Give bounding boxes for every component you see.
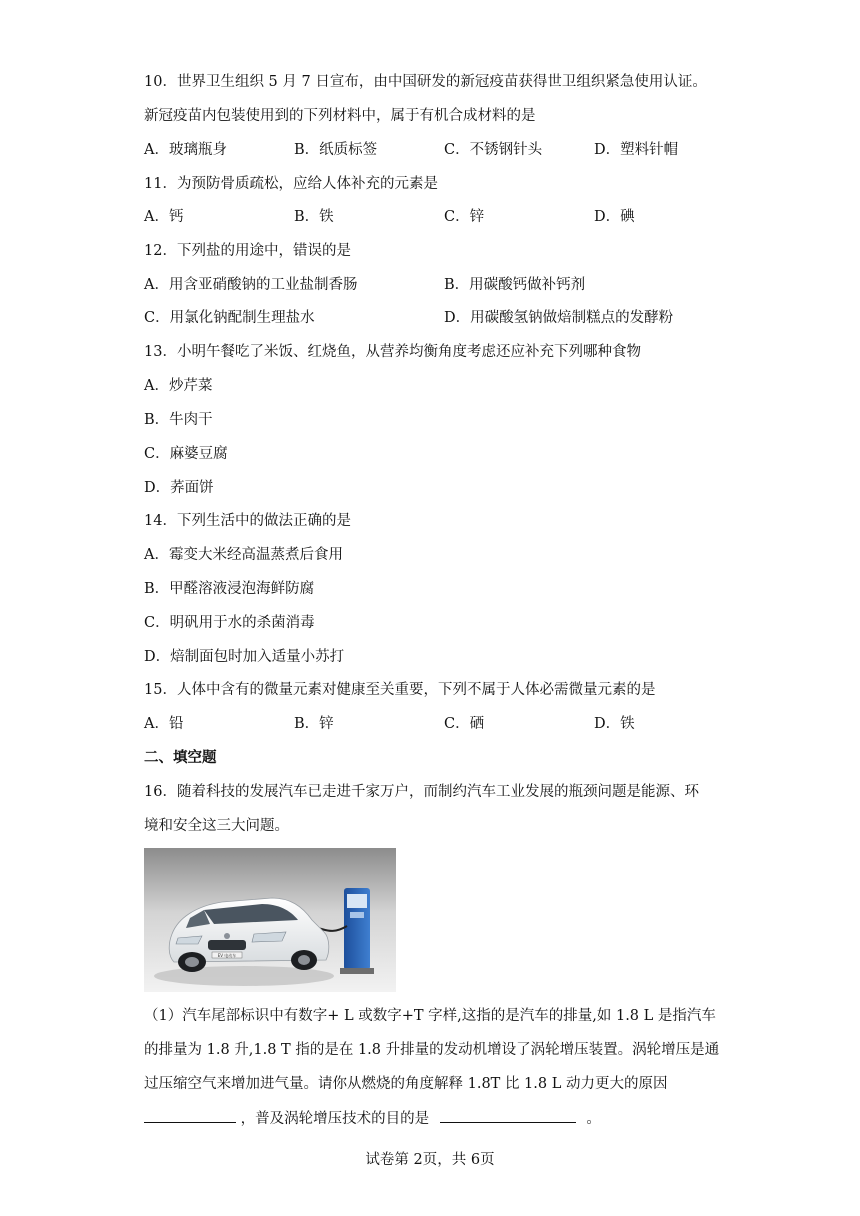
q16-sub1-mid-text: ，普及涡轮增压技术的目的是 bbox=[240, 1111, 430, 1127]
answer-blank-2[interactable] bbox=[440, 1108, 576, 1123]
q13-option-d: D．荞面饼 bbox=[144, 480, 214, 496]
q12-option-d: D．用碳酸氢钠做焙制糕点的发酵粉 bbox=[444, 310, 674, 326]
q10-option-a: A．玻璃瓶身 bbox=[144, 142, 227, 158]
q15-stem: 15．人体中含有的微量元素对健康至关重要，下列不属于人体必需微量元素的是 bbox=[144, 682, 656, 698]
q15-option-d: D．铁 bbox=[594, 716, 635, 732]
q14-option-b: B．甲醛溶液浸泡海鲜防腐 bbox=[144, 581, 315, 597]
car-plate-text: EV 电动车 bbox=[217, 953, 237, 958]
q11-option-d: D．碘 bbox=[594, 209, 635, 225]
q14-option-a: A．霉变大米经高温蒸煮后食用 bbox=[144, 547, 343, 563]
q11-option-b: B．铁 bbox=[294, 209, 334, 225]
q16-sub1-line1: （1）汽车尾部标识中有数字+ L 或数字+T 字样,这指的是汽车的排量,如 1.8 L 是指汽车 bbox=[144, 1008, 716, 1024]
answer-blank-1[interactable] bbox=[144, 1108, 236, 1123]
q13-option-a: A．炒芹菜 bbox=[144, 378, 213, 394]
q10-option-b: B．纸质标签 bbox=[294, 142, 378, 158]
q12-option-b: B．用碳酸钙做补钙剂 bbox=[444, 277, 586, 293]
q10-stem-line2: 新冠疫苗内包装使用到的下列材料中，属于有机合成材料的是 bbox=[144, 108, 536, 124]
q11-option-a: A．钙 bbox=[144, 209, 184, 225]
q16-sub1-line4 bbox=[144, 1108, 601, 1129]
q13-option-b: B．牛肉干 bbox=[144, 412, 213, 428]
q16-stem-line1: 16．随着科技的发展汽车已走进千家万户，而制约汽车工业发展的瓶颈问题是能源、环 bbox=[144, 784, 699, 800]
q10-option-c: C．不锈钢针头 bbox=[444, 142, 543, 158]
q10-stem-line1: 10．世界卫生组织 5 月 7 日宣布，由中国研发的新冠疫苗获得世卫组织紧急使用认证。 bbox=[144, 74, 707, 90]
q13-stem: 13．小明午餐吃了米饭、红烧鱼，从营养均衡角度考虑还应补充下列哪种食物 bbox=[144, 344, 641, 360]
q16-sub1-line2: 的排量为 1.8 升,1.8 T 指的是在 1.8 升排量的发动机增设了涡轮增压装置。涡轮增压是通 bbox=[144, 1042, 720, 1058]
q16-stem-line2: 境和安全这三大问题。 bbox=[144, 818, 289, 834]
page-footer: 试卷第 2页，共 6页 bbox=[365, 1152, 495, 1168]
q16-sub1-end-text: 。 bbox=[586, 1111, 601, 1127]
section-heading-fill-in: 二、填空题 bbox=[144, 750, 217, 766]
q15-option-a: A．铅 bbox=[144, 716, 184, 732]
q10-option-d: D．塑料针帽 bbox=[594, 142, 679, 158]
q12-option-c: C．用氯化钠配制生理盐水 bbox=[144, 310, 315, 326]
q14-stem: 14．下列生活中的做法正确的是 bbox=[144, 513, 351, 529]
electric-car-charging-image bbox=[144, 848, 396, 992]
q14-option-d: D．焙制面包时加入适量小苏打 bbox=[144, 649, 345, 665]
q13-option-c: C．麻婆豆腐 bbox=[144, 446, 228, 462]
q15-option-c: C．硒 bbox=[444, 716, 485, 732]
q12-stem: 12．下列盐的用途中，错误的是 bbox=[144, 243, 351, 259]
q14-option-c: C．明矾用于水的杀菌消毒 bbox=[144, 615, 315, 631]
q16-sub1-line3: 过压缩空气来增加进气量。请你从燃烧的角度解释 1.8T 比 1.8 L 动力更大的原因 bbox=[144, 1076, 668, 1092]
q11-stem: 11．为预防骨质疏松，应给人体补充的元素是 bbox=[144, 176, 438, 192]
q15-option-b: B．锌 bbox=[294, 716, 334, 732]
q11-option-c: C．锌 bbox=[444, 209, 485, 225]
q12-option-a: A．用含亚硝酸钠的工业盐制香肠 bbox=[144, 277, 358, 293]
